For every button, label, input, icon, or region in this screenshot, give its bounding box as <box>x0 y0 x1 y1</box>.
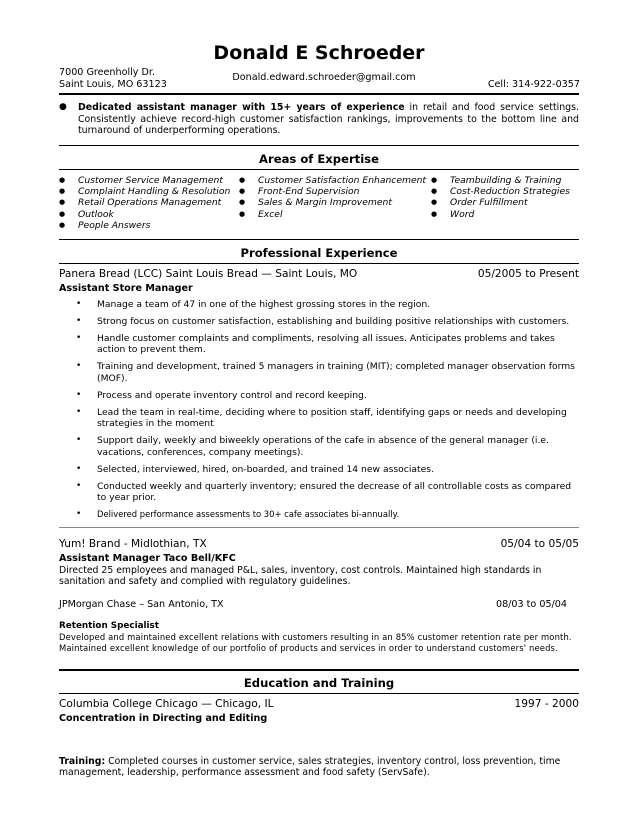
summary-rest: in retail and food service settings. Consistently achieve record-high customer satisfaction rankings, improvements to the bottom line and turnaround of underperforming operations. <box>78 102 580 136</box>
experience-bottom-divider <box>59 263 579 264</box>
expertise-item: ● Order Fulfillment <box>431 197 570 208</box>
expertise-item: ● Customer Service Management <box>59 175 230 186</box>
expertise-item: ● People Answers <box>59 220 230 231</box>
cell-phone: Cell: 314-922-0357 <box>487 79 580 90</box>
training-text: Completed courses in customer service, sales strategies, inventory control, loss prevention, time management, leadership, performance assessment and food safety (ServSafe). <box>59 756 561 779</box>
job-1-dates: 05/2005 to Present <box>477 268 579 280</box>
experience-heading: Professional Experience <box>240 246 398 260</box>
expertise-bottom-divider <box>59 169 579 170</box>
experience-top-divider <box>59 239 579 240</box>
expertise-item: ● Customer Satisfaction Enhancement <box>239 175 426 186</box>
expertise-item: ● Retail Operations Management <box>59 197 230 208</box>
summary-text <box>78 102 579 137</box>
job-divider <box>59 527 579 528</box>
duty-item: • Delivered performance assessments to 30+ cafe associates bi-annually. <box>59 509 579 520</box>
job-1-header <box>59 268 579 280</box>
education-bottom-divider <box>59 693 579 694</box>
expertise-item: ● Excel <box>239 209 426 220</box>
concentration: Concentration in Directing and Editing <box>59 713 268 724</box>
summary-bullet-icon: ● <box>59 102 67 112</box>
job-3-role: Retention Specialist <box>59 621 160 631</box>
job-1-duties <box>59 299 579 526</box>
duty-item: • Training and development, trained 5 managers in training (MIT); completed manager observation forms (MOF). <box>59 361 579 384</box>
education-top-divider <box>59 669 579 671</box>
expertise-item: ● Front-End Supervision <box>239 186 426 197</box>
candidate-name: Donald E Schroeder <box>213 42 425 64</box>
address-line-2: Saint Louis, MO 63123 <box>59 79 167 90</box>
education-header <box>59 698 579 710</box>
expertise-item: ● Complaint Handling & Resolution <box>59 186 230 197</box>
job-3-employer: JPMorgan Chase – San Antonio, TX <box>59 599 224 610</box>
duty-item: • Conducted weekly and quarterly inventory; ensured the decrease of all controllable costs as compared to year prior. <box>59 481 579 504</box>
duty-item: • Process and operate inventory control and record keeping. <box>59 390 579 401</box>
summary <box>59 102 579 137</box>
duty-item: • Selected, interviewed, hired, on-boarded, and trained 14 new associates. <box>59 464 579 475</box>
training-label: Training: <box>59 756 106 767</box>
duty-item: • Manage a team of 47 in one of the highest grossing stores in the region. <box>59 299 579 310</box>
expertise-column-2 <box>239 175 426 220</box>
expertise-item: ● Word <box>431 209 570 220</box>
school-name: Columbia College Chicago — Chicago, IL <box>59 698 274 710</box>
job-2-dates: 05/04 to 05/05 <box>500 538 579 550</box>
education-heading: Education and Training <box>243 676 395 690</box>
education-dates: 1997 - 2000 <box>514 698 579 710</box>
expertise-top-divider <box>59 145 579 146</box>
job-3-dates: 08/03 to 05/04 <box>495 599 567 610</box>
expertise-column-3 <box>431 175 570 220</box>
duty-item: • Support daily, weekly and biweekly operations of the cafe in absence of the general manager (i.e. vacations, conferences, company meetings). <box>59 435 579 458</box>
expertise-item: ● Outlook <box>59 209 230 220</box>
job-2-employer: Yum! Brand - Midlothian, TX <box>59 538 207 550</box>
expertise-item: ● Sales & Margin Improvement <box>239 197 426 208</box>
duty-item: • Strong focus on customer satisfaction, establishing and building positive relationships with customers. <box>59 316 579 327</box>
summary-highlight: Dedicated assistant manager with 15+ years of experience <box>78 102 405 113</box>
header-divider <box>59 93 579 95</box>
expertise-column-1 <box>59 175 230 231</box>
job-1-employer: Panera Bread (LCC) Saint Louis Bread — Saint Louis, MO <box>59 268 358 280</box>
job-2-description: Directed 25 employees and managed P&L, sales, inventory, cost controls. Maintained high standards in sanitation and safety and complied with regulatory guidelines. <box>59 565 542 588</box>
duty-item: • Handle customer complaints and compliments, resolving all issues. Anticipates problems and takes action to prevent them. <box>59 333 579 356</box>
expertise-item: ● Cost-Reduction Strategies <box>431 186 570 197</box>
job-3-header <box>59 599 579 610</box>
job-2-role: Assistant Manager Taco Bell/KFC <box>59 553 236 564</box>
address-line-1: 7000 Greenholly Dr. <box>59 67 156 78</box>
job-3-description: Developed and maintained excellent relations with customers resulting in an 85% customer retention rate per month. Maintained excellent knowledge of our portfolio of products and services in order to understand customers' needs. <box>59 632 572 654</box>
training <box>59 756 579 779</box>
expertise-heading: Areas of Expertise <box>259 152 379 166</box>
job-2-header <box>59 538 579 550</box>
email-address[interactable]: Donald.edward.schroeder@gmail.com <box>232 72 416 83</box>
duty-item: • Lead the team in real-time, deciding where to position staff, identifying gaps or needs and developing strategies in the moment <box>59 407 579 430</box>
job-1-role: Assistant Store Manager <box>59 283 193 294</box>
expertise-item: ● Teambuilding & Training <box>431 175 570 186</box>
